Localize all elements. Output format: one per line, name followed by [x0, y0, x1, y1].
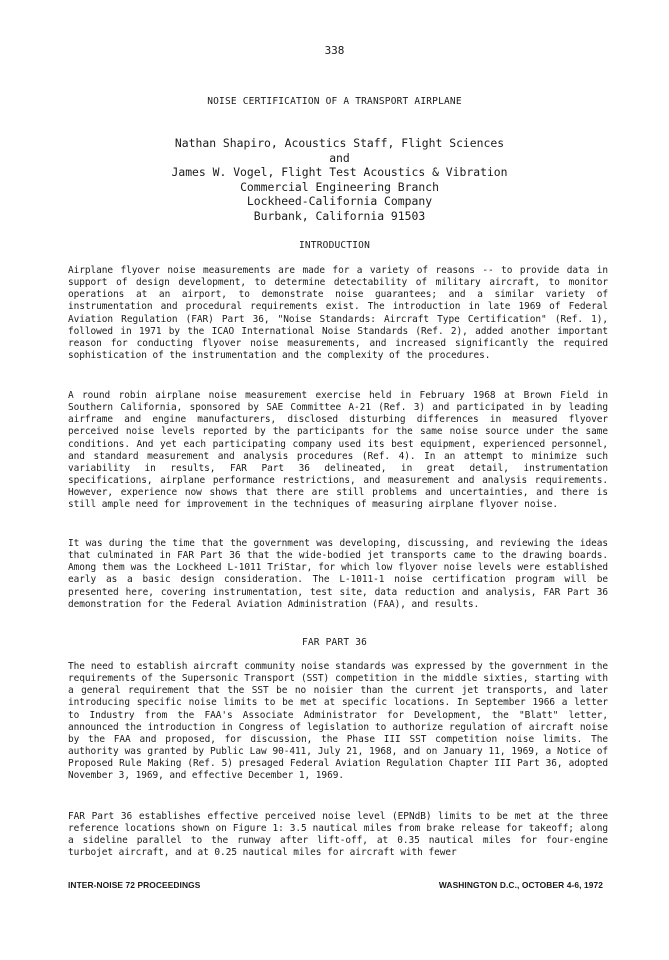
- section-heading-far-part-36: FAR PART 36: [301, 637, 368, 648]
- paragraph: FAR Part 36 establishes effective perceived noise level (EPNdB) limits to be met at the three reference locations shown on Figure 1: 3.5 nautical miles from brake release for takeoff; along a sideline parallel to the runway after lift-off, at 0.35 nautical miles for four-engine turbojet aircraft, and at 0.25 nautical miles for aircraft with fewer: [68, 811, 608, 859]
- paragraph: Airplane flyover noise measurements are made for a variety of reasons -- to provide data in support of design development, to determine detectability of military aircraft, to monitor operations at an airport, to demonstrate noise guarantees; and a similar variety of instrumentation and procedural requirements exist. The introduction in late 1969 of Federal Aviation Regulation (FAR) Part 36, "Noise Standards: Aircraft Type Certification" (Ref. 1), followed in 1971 by the ICAO International Noise Standards (Ref. 2), added another important reason for conducting flyover noise measurements, and increased significantly the required sophistication of the instrumentation and the complexity of the procedures.: [68, 265, 608, 362]
- footer-proceedings: INTER-NOISE 72 PROCEEDINGS: [68, 880, 201, 890]
- page-number: 338: [324, 44, 345, 57]
- author-block: [0, 136, 669, 224]
- author-line: Nathan Shapiro, Acoustics Staff, Flight Sciences: [174, 136, 505, 150]
- paragraph: A round robin airplane noise measurement exercise held in February 1968 at Brown Field in Southern California, sponsored by SAE Committee A-21 (Ref. 3) and participated in by leading airframe and engine manufacturers, disclosed disturbing differences in measured flyover perceived noise levels reported by the participants for the same noise source under the same conditions. And yet each participating company used its best equipment, experienced personnel, and standard measurement and analysis procedures (Ref. 4). In an attempt to minimize such variability in results, FAR Part 36 delineated, in great detail, instrumentation specifications, airplane performance restrictions, and measurement and analysis requirements. However, experience now shows that there are still problems and uncertainties, and there is still ample need for improvement in the techniques of measuring airplane flyover noise.: [68, 390, 608, 511]
- paragraph: It was during the time that the government was developing, discussing, and reviewing the ideas that culminated in FAR Part 36 that the wide-bodied jet transports came to the drawing boards. Among them was the Lockheed L-1011 TriStar, for which low flyover noise levels were established early as a basic design consideration. The L-1011-1 noise certification program will be presented here, covering instrumentation, test site, data reduction and analysis, FAR Part 36 demonstration for the Federal Aviation Administration (FAA), and results.: [68, 538, 608, 610]
- author-line: and: [329, 150, 350, 165]
- affiliation-line: Commercial Engineering Branch: [240, 179, 439, 194]
- author-line: James W. Vogel, Flight Test Acoustics & Vibration: [171, 165, 508, 180]
- affiliation-line: Burbank, California 91503: [253, 208, 426, 223]
- section-heading-introduction: INTRODUCTION: [298, 240, 371, 251]
- paper-title: NOISE CERTIFICATION OF A TRANSPORT AIRPLANE: [207, 96, 462, 107]
- footer-location-date: WASHINGTON D.C., OCTOBER 4-6, 1972: [438, 880, 603, 890]
- paragraph: The need to establish aircraft community noise standards was expressed by the government in the requirements of the Supersonic Transport (SST) competition in the middle sixties, starting with a general requirement that the SST be no noisier than the current jet transports, and later introducing specific noise limits to be met at specific locations. In September 1966 a letter to Industry from the FAA's Associate Administrator for Development, the "Blatt" letter, announced the introduction in Congress of legislation to authorize regulation of aircraft noise by the FAA and proposed, for discussion, the Phase III SST competition noise limits. The authority was granted by Public Law 90-411, July 21, 1968, and on January 11, 1969, a Notice of Proposed Rule Making (Ref. 5) presaged Federal Aviation Regulation Chapter III Part 36, adopted November 3, 1969, and effective December 1, 1969.: [68, 661, 608, 782]
- affiliation-line: Lockheed-California Company: [246, 194, 433, 209]
